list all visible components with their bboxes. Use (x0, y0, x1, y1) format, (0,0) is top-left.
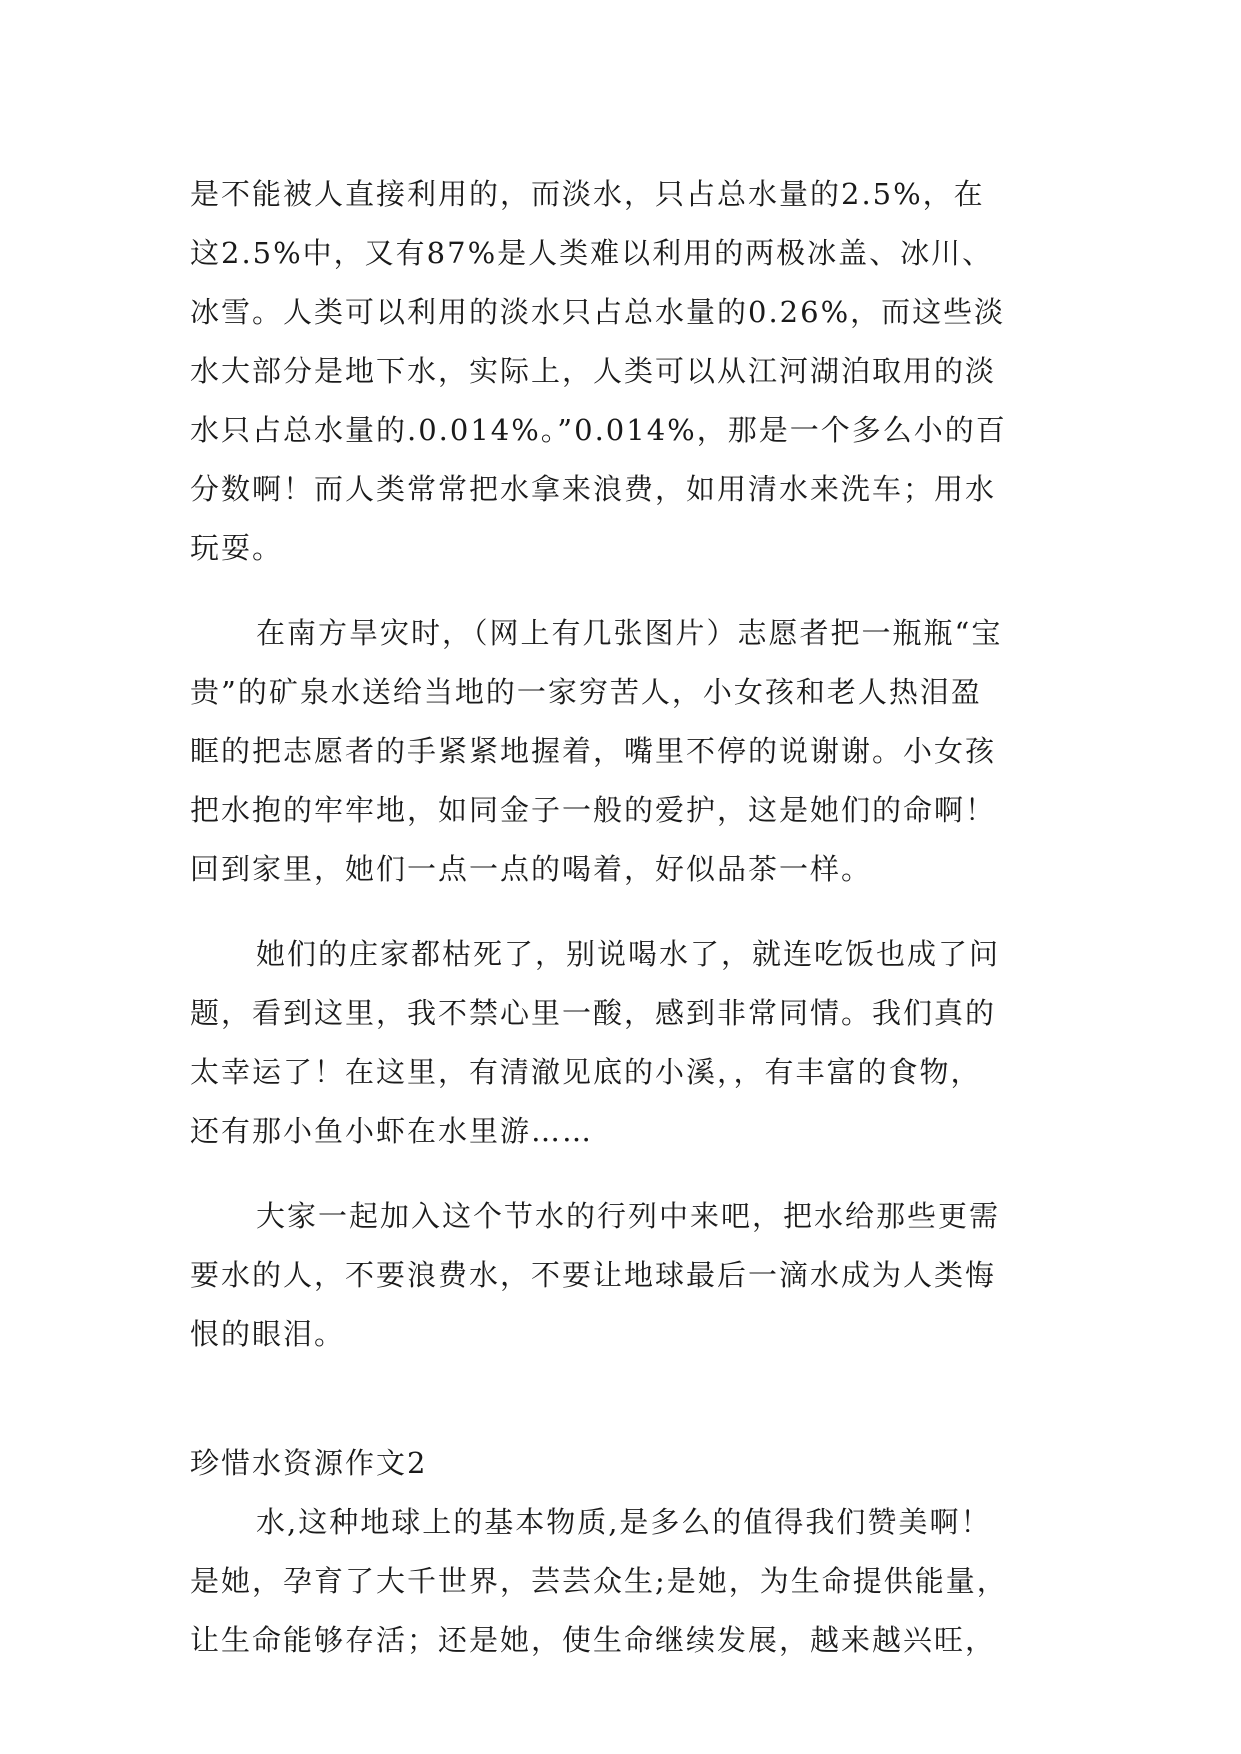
text-line: 分数啊！而人类常常把水拿来浪费，如用清水来洗车；用水 (190, 472, 997, 506)
text-line: 玩耍。 (190, 531, 284, 565)
text-line: 题，看到这里，我不禁心里一酸，感到非常同情。我们真的 (190, 996, 997, 1030)
document-page (190, 165, 1052, 1670)
section-title: 珍惜水资源作文2 (190, 1446, 428, 1480)
text-line: 回到家里，她们一点一点的喝着，好似品茶一样。 (190, 852, 873, 886)
text-line: 恨的眼泪。 (190, 1317, 346, 1351)
text-line: 水大部分是地下水，实际上，人类可以从江河湖泊取用的淡 (190, 354, 997, 388)
text-line: 大家一起加入这个节水的行列中来吧，把水给那些更需 (256, 1199, 1001, 1233)
paragraph-spacer (190, 1161, 1052, 1187)
paragraph-3 (190, 925, 1052, 1161)
text-line: 让生命能够存活；还是她，使生命继续发展，越来越兴旺， (190, 1623, 997, 1657)
text-line: 还有那小鱼小虾在水里游…… (190, 1114, 594, 1148)
paragraph-5 (190, 1493, 1052, 1670)
paragraph-2 (190, 604, 1052, 899)
text-line: 是她，孕育了大千世界，芸芸众生;是她，为生命提供能量， (190, 1564, 1008, 1598)
text-line: 水只占总水量的.0.014%。”0.014%，那是一个多么小的百 (190, 413, 1007, 447)
paragraph-4 (190, 1187, 1052, 1364)
text-line: 眶的把志愿者的手紧紧地握着，嘴里不停的说谢谢。小女孩 (190, 734, 997, 768)
text-line: 太幸运了！在这里，有清澈见底的小溪，，有丰富的食物， (190, 1055, 982, 1089)
text-line: 她们的庄家都枯死了，别说喝水了，就连吃饭也成了问 (256, 937, 1001, 971)
paragraph-1 (190, 165, 1052, 578)
text-line: 要水的人，不要浪费水，不要让地球最后一滴水成为人类悔 (190, 1258, 997, 1292)
text-line: 是不能被人直接利用的，而淡水，只占总水量的2.5%，在 (190, 177, 985, 211)
text-line: 冰雪。人类可以利用的淡水只占总水量的0.26%，而这些淡 (190, 295, 1006, 329)
text-line: 贵”的矿泉水送给当地的一家穷苦人，小女孩和老人热泪盈 (190, 675, 982, 709)
text-line: 水,这种地球上的基本物质,是多么的值得我们赞美啊！ (256, 1505, 992, 1539)
text-line: 这2.5%中，又有87%是人类难以利用的两极冰盖、冰川、 (190, 236, 994, 270)
text-line: 在南方旱灾时，（网上有几张图片）志愿者把一瓶瓶“宝 (256, 616, 1003, 650)
paragraph-spacer (190, 899, 1052, 925)
section-spacer (190, 1364, 1052, 1434)
text-line: 把水抱的牢牢地，如同金子一般的爱护，这是她们的命啊！ (190, 793, 997, 827)
paragraph-spacer (190, 578, 1052, 604)
